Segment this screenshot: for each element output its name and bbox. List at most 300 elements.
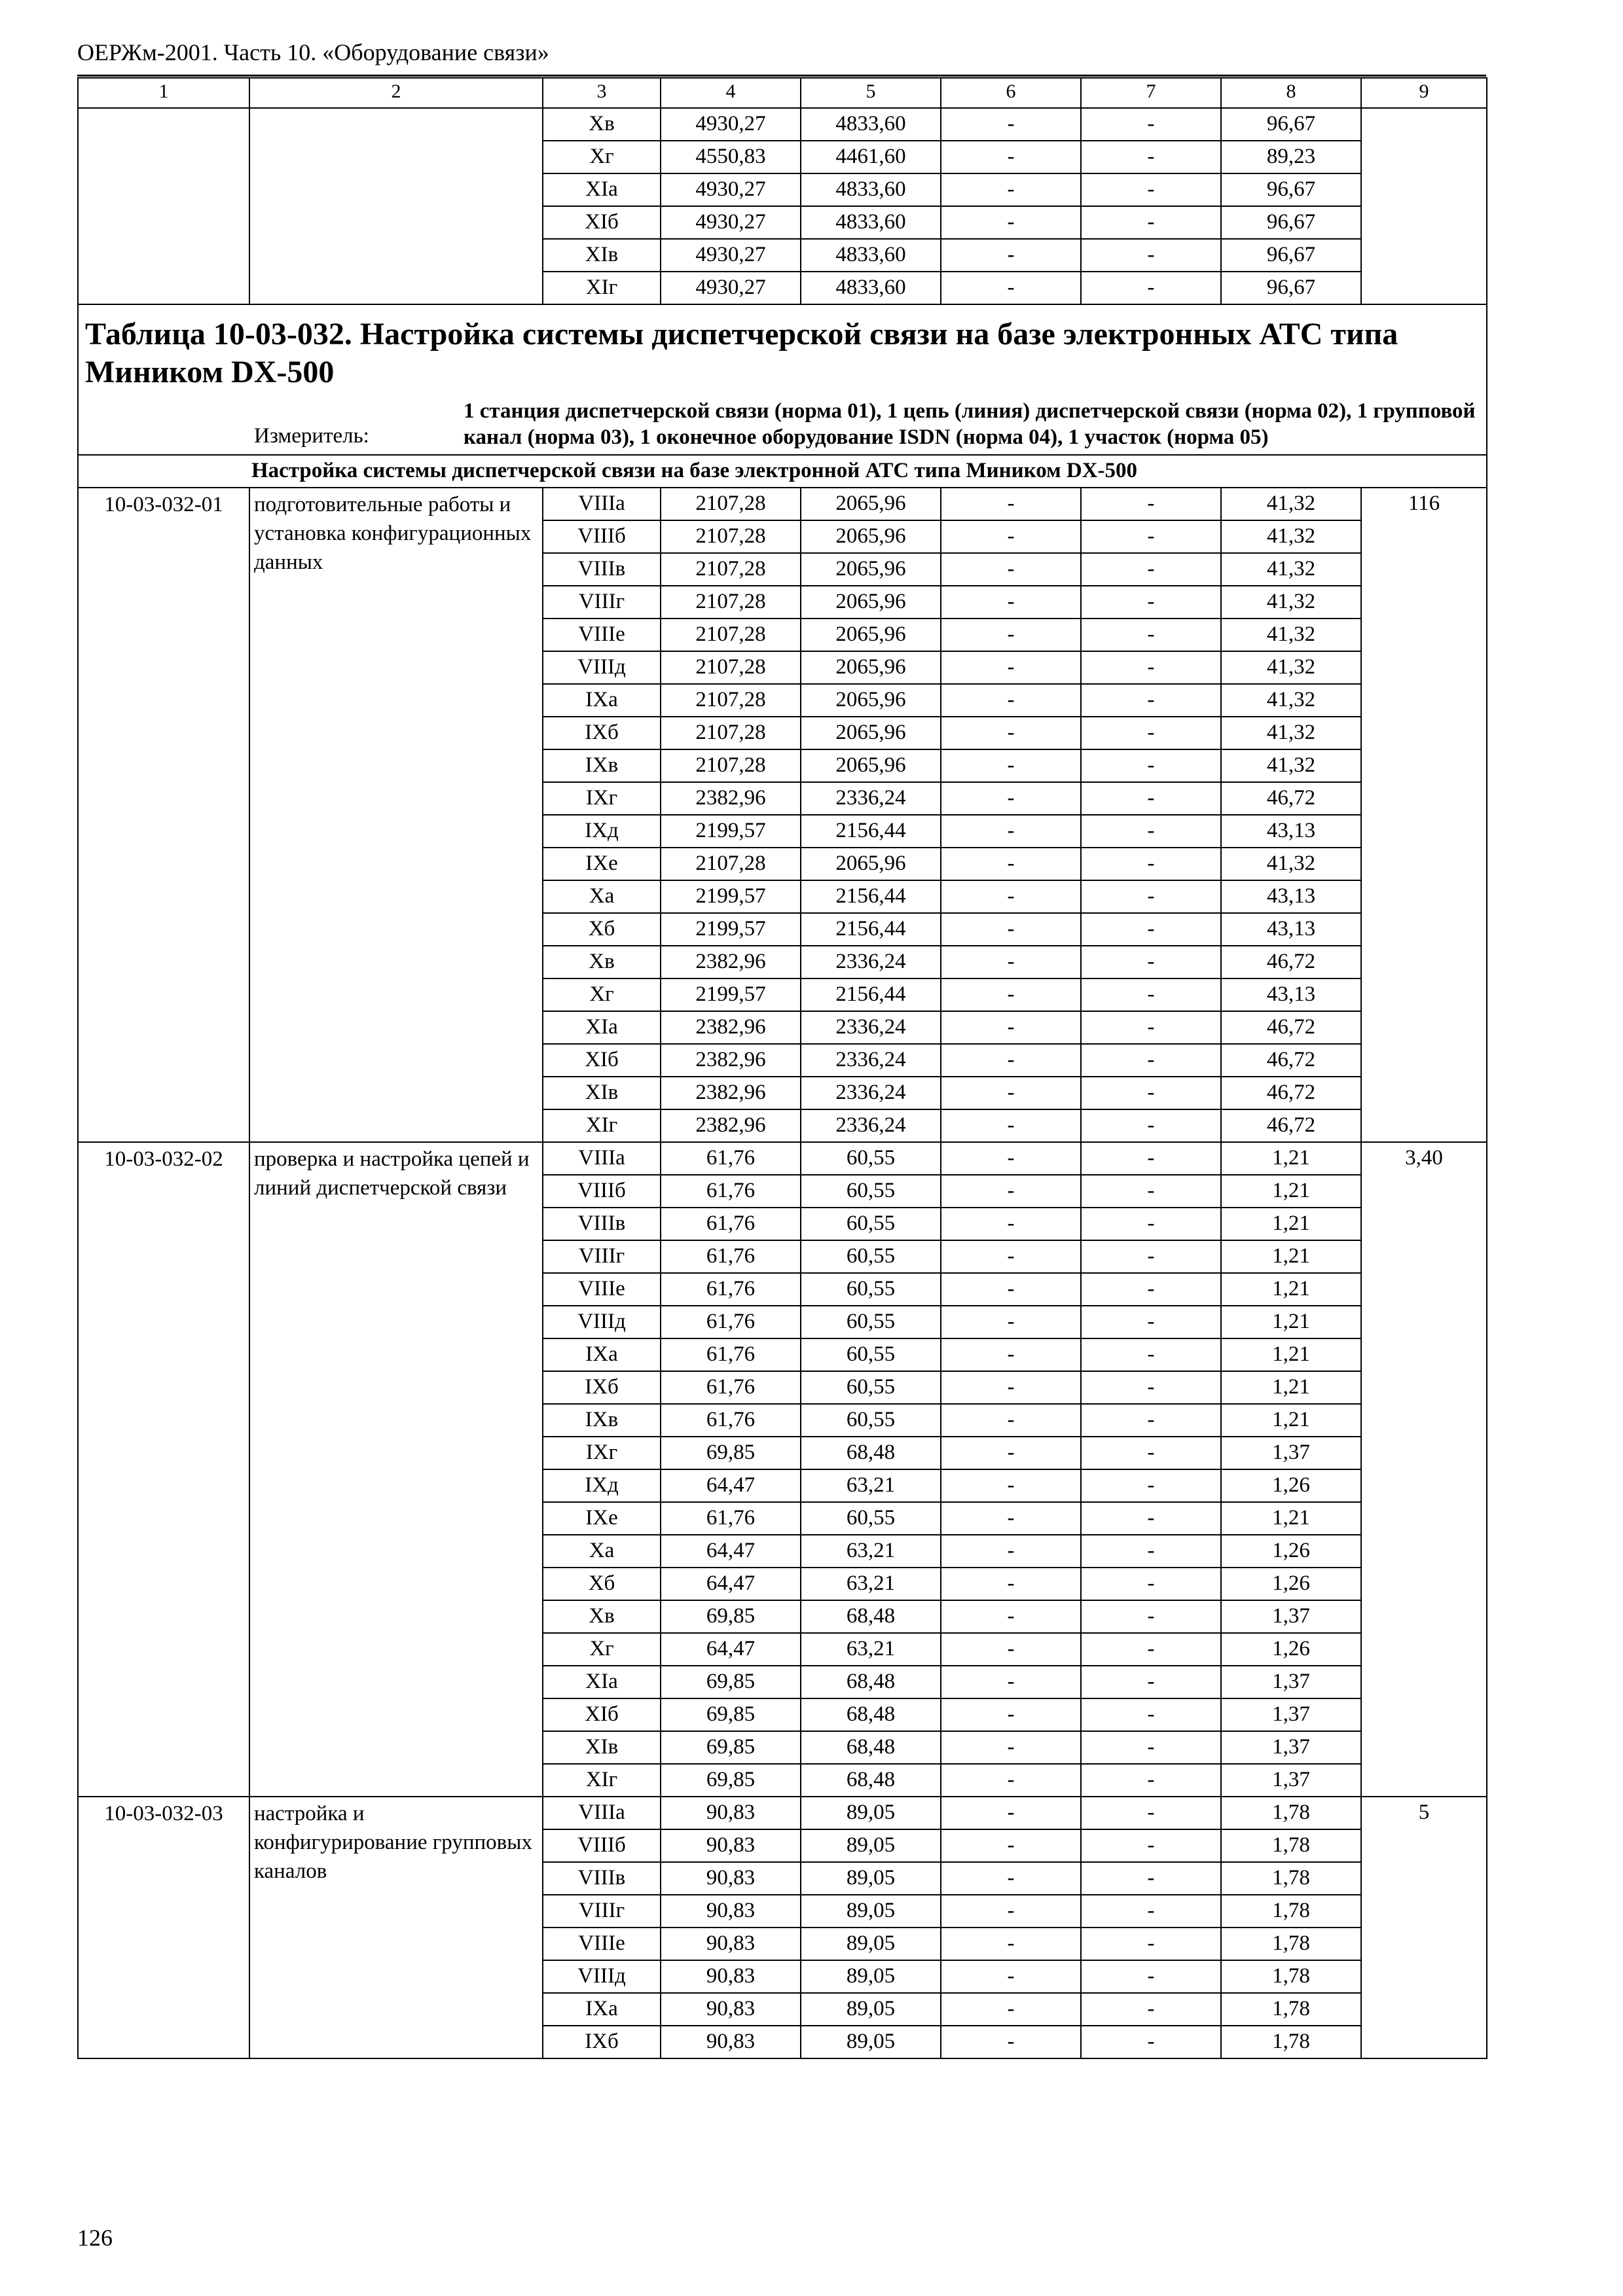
rates-table (77, 77, 1487, 2059)
wage-cell: 63,21 (801, 1535, 941, 1568)
cost-cell: 61,76 (661, 1175, 801, 1208)
zone-cell: XIв (543, 1731, 661, 1764)
cost-cell: 4550,83 (661, 141, 801, 173)
cost-cell: 90,83 (661, 1993, 801, 2026)
norm-col9: 5 (1361, 1797, 1487, 2058)
cost-cell: 2199,57 (661, 978, 801, 1011)
norm-code: 10-03-032-03 (78, 1797, 249, 2058)
table-row (78, 108, 1487, 141)
material-cell: 1,26 (1221, 1469, 1361, 1502)
material-cell: 43,13 (1221, 978, 1361, 1011)
wage-cell: 2065,96 (801, 749, 941, 782)
cost-cell: 2107,28 (661, 520, 801, 553)
material-cell: 43,13 (1221, 880, 1361, 913)
wage-cell: 89,05 (801, 1960, 941, 1993)
driver-wage-cell: - (1081, 1829, 1221, 1862)
zone-cell: XIа (543, 1666, 661, 1698)
cost-cell: 2199,57 (661, 913, 801, 946)
material-cell: 96,67 (1221, 272, 1361, 304)
material-cell: 41,32 (1221, 684, 1361, 717)
header-rule (77, 75, 1486, 77)
wage-cell: 89,05 (801, 1862, 941, 1895)
driver-wage-cell: - (1081, 848, 1221, 880)
machine-cell: - (941, 1928, 1081, 1960)
machine-cell: - (941, 1666, 1081, 1698)
section-title-cell (78, 455, 1487, 488)
table-title-row (78, 304, 1487, 455)
cost-cell: 2382,96 (661, 1011, 801, 1044)
machine-cell: - (941, 1895, 1081, 1928)
wage-cell: 2336,24 (801, 1077, 941, 1109)
material-cell: 1,21 (1221, 1273, 1361, 1306)
zone-cell: VIIIе (543, 1273, 661, 1306)
driver-wage-cell: - (1081, 1142, 1221, 1175)
zone-cell: XIб (543, 206, 661, 239)
machine-cell: - (941, 553, 1081, 586)
zone-cell: VIIIа (543, 1142, 661, 1175)
cost-cell: 61,76 (661, 1502, 801, 1535)
driver-wage-cell: - (1081, 1731, 1221, 1764)
machine-cell: - (941, 1535, 1081, 1568)
machine-cell: - (941, 1175, 1081, 1208)
driver-wage-cell: - (1081, 553, 1221, 586)
zone-cell: IXд (543, 1469, 661, 1502)
driver-wage-cell: - (1081, 651, 1221, 684)
wage-cell: 4461,60 (801, 141, 941, 173)
material-cell: 1,78 (1221, 1862, 1361, 1895)
machine-cell: - (941, 684, 1081, 717)
material-cell: 1,21 (1221, 1175, 1361, 1208)
material-cell: 46,72 (1221, 1077, 1361, 1109)
driver-wage-cell: - (1081, 782, 1221, 815)
zone-cell: IXа (543, 684, 661, 717)
zone-cell: VIIIг (543, 586, 661, 619)
wage-cell: 60,55 (801, 1502, 941, 1535)
machine-cell: - (941, 1764, 1081, 1797)
norm-description: проверка и настройка цепей и линий диспетчерской связи (249, 1142, 543, 1797)
machine-cell: - (941, 1011, 1081, 1044)
wage-cell: 63,21 (801, 1469, 941, 1502)
cost-cell: 4930,27 (661, 108, 801, 141)
cost-cell: 64,47 (661, 1568, 801, 1600)
machine-cell: - (941, 1306, 1081, 1338)
table-title-cell (78, 304, 1487, 455)
zone-cell: VIIIа (543, 488, 661, 520)
wage-cell: 60,55 (801, 1273, 941, 1306)
cost-cell: 2382,96 (661, 1044, 801, 1077)
wage-cell: 4833,60 (801, 206, 941, 239)
material-cell: 1,78 (1221, 1797, 1361, 1829)
zone-cell: XIа (543, 173, 661, 206)
cost-cell: 2107,28 (661, 651, 801, 684)
driver-wage-cell: - (1081, 1698, 1221, 1731)
driver-wage-cell: - (1081, 619, 1221, 651)
zone-cell: XIг (543, 272, 661, 304)
driver-wage-cell: - (1081, 1240, 1221, 1273)
driver-wage-cell: - (1081, 1404, 1221, 1437)
zone-cell: IXе (543, 848, 661, 880)
cost-cell: 69,85 (661, 1437, 801, 1469)
zone-cell: IXг (543, 1437, 661, 1469)
driver-wage-cell: - (1081, 239, 1221, 272)
cost-cell: 90,83 (661, 1829, 801, 1862)
zone-cell: IXв (543, 1404, 661, 1437)
wage-cell: 4833,60 (801, 239, 941, 272)
machine-cell: - (941, 946, 1081, 978)
zone-cell: IXг (543, 782, 661, 815)
cost-cell: 2199,57 (661, 880, 801, 913)
machine-cell: - (941, 913, 1081, 946)
machine-cell: - (941, 1502, 1081, 1535)
material-cell: 41,32 (1221, 848, 1361, 880)
wage-cell: 2336,24 (801, 1044, 941, 1077)
zone-cell: IXд (543, 815, 661, 848)
cost-cell: 2382,96 (661, 1077, 801, 1109)
zone-cell: IXе (543, 1502, 661, 1535)
material-cell: 1,21 (1221, 1502, 1361, 1535)
machine-cell: - (941, 1404, 1081, 1437)
material-cell: 1,37 (1221, 1666, 1361, 1698)
wage-cell: 60,55 (801, 1142, 941, 1175)
wage-cell: 63,21 (801, 1633, 941, 1666)
driver-wage-cell: - (1081, 1993, 1221, 2026)
section-title-row (78, 455, 1487, 488)
zone-cell: Xг (543, 1633, 661, 1666)
material-cell: 1,37 (1221, 1698, 1361, 1731)
wage-cell: 2156,44 (801, 880, 941, 913)
driver-wage-cell: - (1081, 1306, 1221, 1338)
cost-cell: 61,76 (661, 1338, 801, 1371)
norm-description: настройка и конфигурирование групповых каналов (249, 1797, 543, 2058)
wage-cell: 2336,24 (801, 782, 941, 815)
material-cell: 41,32 (1221, 586, 1361, 619)
material-cell: 1,21 (1221, 1338, 1361, 1371)
zone-cell: IXа (543, 1338, 661, 1371)
cost-cell: 90,83 (661, 1960, 801, 1993)
driver-wage-cell: - (1081, 488, 1221, 520)
material-cell: 1,78 (1221, 1993, 1361, 2026)
material-cell: 1,26 (1221, 1568, 1361, 1600)
norm-code: 10-03-032-01 (78, 488, 249, 1142)
zone-cell: Xа (543, 880, 661, 913)
cost-cell: 64,47 (661, 1469, 801, 1502)
machine-cell: - (941, 815, 1081, 848)
wage-cell: 2065,96 (801, 684, 941, 717)
zone-cell: XIв (543, 239, 661, 272)
material-cell: 41,32 (1221, 488, 1361, 520)
machine-cell: - (941, 1273, 1081, 1306)
machine-cell: - (941, 717, 1081, 749)
zone-cell: XIб (543, 1044, 661, 1077)
zone-cell: VIIIв (543, 1862, 661, 1895)
driver-wage-cell: - (1081, 173, 1221, 206)
column-number-row (78, 78, 1487, 108)
wage-cell: 2156,44 (801, 978, 941, 1011)
cost-cell: 4930,27 (661, 239, 801, 272)
material-cell: 41,32 (1221, 749, 1361, 782)
material-cell: 1,26 (1221, 1633, 1361, 1666)
cost-cell: 2107,28 (661, 586, 801, 619)
zone-cell: VIIIб (543, 520, 661, 553)
machine-cell: - (941, 1208, 1081, 1240)
wage-cell: 63,21 (801, 1568, 941, 1600)
wage-cell: 2065,96 (801, 586, 941, 619)
driver-wage-cell: - (1081, 520, 1221, 553)
cost-cell: 90,83 (661, 1862, 801, 1895)
machine-cell: - (941, 1077, 1081, 1109)
machine-cell: - (941, 1568, 1081, 1600)
driver-wage-cell: - (1081, 1600, 1221, 1633)
machine-cell: - (941, 749, 1081, 782)
cost-cell: 90,83 (661, 2026, 801, 2058)
zone-cell: VIIIб (543, 1829, 661, 1862)
material-cell: 1,37 (1221, 1764, 1361, 1797)
wage-cell: 2065,96 (801, 717, 941, 749)
driver-wage-cell: - (1081, 1797, 1221, 1829)
material-cell: 1,78 (1221, 1829, 1361, 1862)
machine-cell: - (941, 1044, 1081, 1077)
wage-cell: 2065,96 (801, 520, 941, 553)
driver-wage-cell: - (1081, 1077, 1221, 1109)
driver-wage-cell: - (1081, 717, 1221, 749)
wage-cell: 60,55 (801, 1175, 941, 1208)
driver-wage-cell: - (1081, 1338, 1221, 1371)
cost-cell: 69,85 (661, 1600, 801, 1633)
machine-cell: - (941, 1633, 1081, 1666)
zone-cell: IXв (543, 749, 661, 782)
material-cell: 96,67 (1221, 173, 1361, 206)
cost-cell: 2107,28 (661, 749, 801, 782)
machine-cell: - (941, 1960, 1081, 1993)
cost-cell: 90,83 (661, 1797, 801, 1829)
wage-cell: 2065,96 (801, 553, 941, 586)
page-header: ОЕРЖм-2001. Часть 10. «Оборудование связи» (77, 39, 549, 65)
cost-cell: 61,76 (661, 1371, 801, 1404)
wage-cell: 89,05 (801, 2026, 941, 2058)
driver-wage-cell: - (1081, 2026, 1221, 2058)
column-number: 9 (1361, 78, 1487, 108)
material-cell: 1,21 (1221, 1142, 1361, 1175)
cost-cell: 4930,27 (661, 173, 801, 206)
zone-cell: VIIIа (543, 1797, 661, 1829)
wage-cell: 89,05 (801, 1928, 941, 1960)
cost-cell: 61,76 (661, 1404, 801, 1437)
wage-cell: 4833,60 (801, 173, 941, 206)
driver-wage-cell: - (1081, 272, 1221, 304)
wage-cell: 89,05 (801, 1895, 941, 1928)
zone-cell: VIIIд (543, 651, 661, 684)
machine-cell: - (941, 488, 1081, 520)
driver-wage-cell: - (1081, 1764, 1221, 1797)
zone-cell: Xб (543, 1568, 661, 1600)
column-number: 3 (543, 78, 661, 108)
driver-wage-cell: - (1081, 1568, 1221, 1600)
machine-cell: - (941, 848, 1081, 880)
code-cell (78, 108, 249, 304)
cost-cell: 61,76 (661, 1208, 801, 1240)
zone-cell: VIIIд (543, 1306, 661, 1338)
zone-cell: Xв (543, 946, 661, 978)
material-cell: 1,78 (1221, 1960, 1361, 1993)
driver-wage-cell: - (1081, 1960, 1221, 1993)
cost-cell: 61,76 (661, 1273, 801, 1306)
driver-wage-cell: - (1081, 1208, 1221, 1240)
material-cell: 96,67 (1221, 239, 1361, 272)
machine-cell: - (941, 586, 1081, 619)
material-cell: 1,78 (1221, 1895, 1361, 1928)
driver-wage-cell: - (1081, 1109, 1221, 1142)
zone-cell: Xг (543, 978, 661, 1011)
norm-col9: 116 (1361, 488, 1487, 1142)
material-cell: 1,21 (1221, 1240, 1361, 1273)
wage-cell: 2336,24 (801, 1011, 941, 1044)
machine-cell: - (941, 1993, 1081, 2026)
unit-label: Измеритель: (254, 424, 369, 448)
machine-cell: - (941, 173, 1081, 206)
wage-cell: 68,48 (801, 1666, 941, 1698)
zone-cell: VIIIе (543, 619, 661, 651)
table-title: Таблица 10-03-032. Настройка системы диспетчерской связи на базе электронных АТС типа Миником DX-500 (85, 317, 1398, 389)
wage-cell: 2336,24 (801, 1109, 941, 1142)
zone-cell: Xб (543, 913, 661, 946)
material-cell: 46,72 (1221, 782, 1361, 815)
machine-cell: - (941, 651, 1081, 684)
zone-cell: IXа (543, 1993, 661, 2026)
wage-cell: 60,55 (801, 1338, 941, 1371)
driver-wage-cell: - (1081, 1469, 1221, 1502)
material-cell: 1,37 (1221, 1731, 1361, 1764)
wage-cell: 60,55 (801, 1306, 941, 1338)
cost-cell: 2382,96 (661, 782, 801, 815)
wage-cell: 89,05 (801, 1797, 941, 1829)
zone-cell: XIг (543, 1764, 661, 1797)
wage-cell: 60,55 (801, 1208, 941, 1240)
material-cell: 1,21 (1221, 1371, 1361, 1404)
wage-cell: 89,05 (801, 1829, 941, 1862)
machine-cell: - (941, 1829, 1081, 1862)
cost-cell: 69,85 (661, 1764, 801, 1797)
material-cell: 43,13 (1221, 913, 1361, 946)
cost-cell: 2107,28 (661, 488, 801, 520)
material-cell: 46,72 (1221, 946, 1361, 978)
material-cell: 1,78 (1221, 2026, 1361, 2058)
driver-wage-cell: - (1081, 1273, 1221, 1306)
wage-cell: 60,55 (801, 1371, 941, 1404)
norm-code: 10-03-032-02 (78, 1142, 249, 1797)
zone-cell: Xв (543, 108, 661, 141)
material-cell: 1,37 (1221, 1600, 1361, 1633)
unit-row (85, 398, 1480, 450)
cost-cell: 2199,57 (661, 815, 801, 848)
zone-cell: Xа (543, 1535, 661, 1568)
zone-cell: XIб (543, 1698, 661, 1731)
machine-cell: - (941, 272, 1081, 304)
wage-cell: 68,48 (801, 1698, 941, 1731)
machine-cell: - (941, 1240, 1081, 1273)
cost-cell: 4930,27 (661, 272, 801, 304)
material-cell: 46,72 (1221, 1044, 1361, 1077)
zone-cell: VIIIг (543, 1240, 661, 1273)
driver-wage-cell: - (1081, 108, 1221, 141)
machine-cell: - (941, 1338, 1081, 1371)
cost-cell: 64,47 (661, 1633, 801, 1666)
zone-cell: XIа (543, 1011, 661, 1044)
wage-cell: 60,55 (801, 1404, 941, 1437)
wage-cell: 2156,44 (801, 913, 941, 946)
material-cell: 41,32 (1221, 717, 1361, 749)
driver-wage-cell: - (1081, 1371, 1221, 1404)
material-cell: 1,37 (1221, 1437, 1361, 1469)
material-cell: 41,32 (1221, 619, 1361, 651)
driver-wage-cell: - (1081, 978, 1221, 1011)
machine-cell: - (941, 1731, 1081, 1764)
machine-cell: - (941, 1600, 1081, 1633)
cost-cell: 2107,28 (661, 717, 801, 749)
driver-wage-cell: - (1081, 1437, 1221, 1469)
material-cell: 41,32 (1221, 553, 1361, 586)
driver-wage-cell: - (1081, 586, 1221, 619)
cost-cell: 61,76 (661, 1240, 801, 1273)
zone-cell: VIIIе (543, 1928, 661, 1960)
column-number: 6 (941, 78, 1081, 108)
cost-cell: 2107,28 (661, 848, 801, 880)
wage-cell: 4833,60 (801, 108, 941, 141)
cost-cell: 69,85 (661, 1666, 801, 1698)
cost-cell: 2107,28 (661, 684, 801, 717)
machine-cell: - (941, 520, 1081, 553)
machine-cell: - (941, 1698, 1081, 1731)
table-body (78, 78, 1487, 2058)
driver-wage-cell: - (1081, 1633, 1221, 1666)
wage-cell: 68,48 (801, 1600, 941, 1633)
col9-cell (1361, 108, 1487, 304)
table-row (78, 488, 1487, 520)
wage-cell: 68,48 (801, 1731, 941, 1764)
material-cell: 96,67 (1221, 206, 1361, 239)
wage-cell: 68,48 (801, 1437, 941, 1469)
column-number: 7 (1081, 78, 1221, 108)
driver-wage-cell: - (1081, 1011, 1221, 1044)
cost-cell: 61,76 (661, 1306, 801, 1338)
cost-cell: 69,85 (661, 1698, 801, 1731)
machine-cell: - (941, 1142, 1081, 1175)
material-cell: 1,21 (1221, 1208, 1361, 1240)
material-cell: 41,32 (1221, 520, 1361, 553)
zone-cell: Xв (543, 1600, 661, 1633)
driver-wage-cell: - (1081, 1175, 1221, 1208)
machine-cell: - (941, 880, 1081, 913)
driver-wage-cell: - (1081, 1666, 1221, 1698)
zone-cell: IXб (543, 717, 661, 749)
driver-wage-cell: - (1081, 1502, 1221, 1535)
material-cell: 96,67 (1221, 108, 1361, 141)
driver-wage-cell: - (1081, 749, 1221, 782)
driver-wage-cell: - (1081, 1862, 1221, 1895)
cost-cell: 64,47 (661, 1535, 801, 1568)
machine-cell: - (941, 782, 1081, 815)
driver-wage-cell: - (1081, 1535, 1221, 1568)
cost-cell: 61,76 (661, 1142, 801, 1175)
machine-cell: - (941, 206, 1081, 239)
table-row (78, 1142, 1487, 1175)
zone-cell: XIв (543, 1077, 661, 1109)
column-number: 5 (801, 78, 941, 108)
machine-cell: - (941, 1469, 1081, 1502)
material-cell: 46,72 (1221, 1011, 1361, 1044)
machine-cell: - (941, 1437, 1081, 1469)
wage-cell: 68,48 (801, 1764, 941, 1797)
zone-cell: VIIIв (543, 1208, 661, 1240)
